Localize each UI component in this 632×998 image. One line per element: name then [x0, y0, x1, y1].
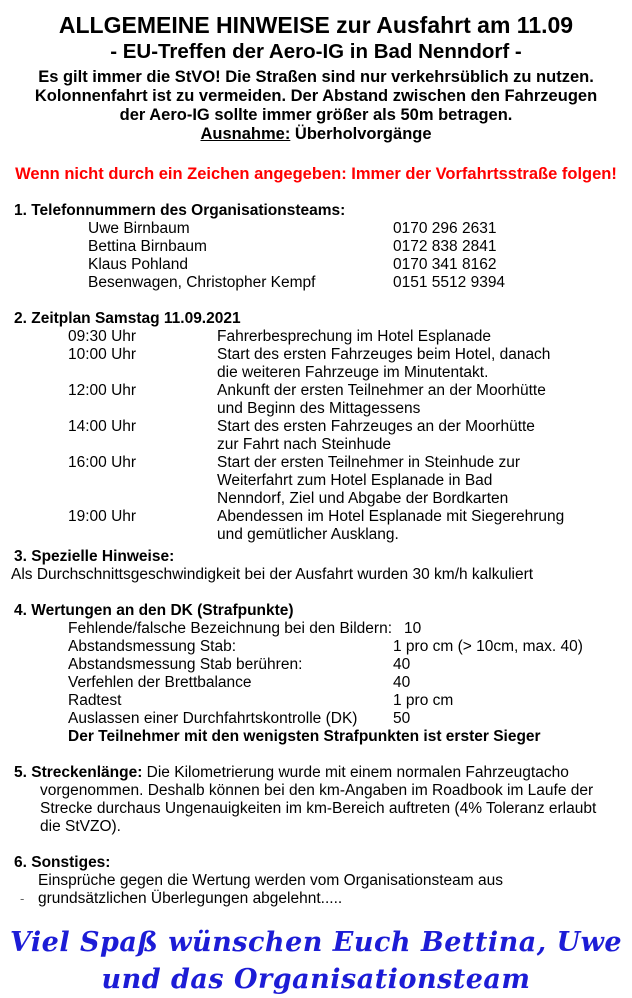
contact-phone: 0170 341 8162	[393, 256, 497, 273]
section-heading-sonstiges: 6. Sonstiges:	[14, 854, 111, 871]
sonstiges-body: Einsprüche gegen die Wertung werden vom Organisationsteam aus grundsätzlichen Überlegungen abgelehnt.....	[38, 872, 503, 907]
phone-row	[88, 220, 632, 238]
schedule-time: 10:00 Uhr	[68, 346, 137, 363]
section-heading-telefonnummern: 1. Telefonnummern des Organisationsteams:	[14, 202, 346, 219]
exception-text: Überholvorgänge	[294, 125, 432, 143]
contact-name: Klaus Pohland	[88, 256, 188, 273]
schedule-row	[68, 346, 632, 382]
contact-name: Uwe Birnbaum	[88, 220, 190, 237]
signature-text: Viel Spaß wünschen Euch Bettina, Uwe und das Organisationsteam	[9, 927, 623, 995]
penalty-row	[68, 710, 632, 728]
phone-row	[88, 238, 632, 256]
schedule-activity: Ankunft der ersten Teilnehmer an der Moorhütte und Beginn des Mittagessens	[217, 382, 546, 417]
schedule-row	[68, 328, 632, 346]
penalty-value: 1 pro cm (> 10cm, max. 40)	[393, 638, 583, 655]
section-wertungen	[0, 602, 632, 746]
penalty-label: Auslassen einer Durchfahrtskontrolle (DK)	[68, 710, 358, 727]
streckenlaenge-heading: 5. Streckenlänge:	[14, 764, 143, 781]
penalty-row	[68, 692, 632, 710]
schedule-activity: Start der ersten Teilnehmer in Steinhude zur Weiterfahrt zum Hotel Esplanade in Bad Nenndorf, Ziel und Abgabe der Bordkarten	[217, 454, 520, 507]
section-heading-zeitplan: 2. Zeitplan Samstag 11.09.2021	[14, 310, 241, 327]
document-subtitle: - EU-Treffen der Aero-IG in Bad Nenndorf -	[110, 40, 522, 63]
phone-row	[88, 274, 632, 292]
penalty-value: 10	[404, 620, 422, 637]
penalty-value: 40	[393, 656, 411, 673]
section-zeitplan	[0, 310, 632, 544]
schedule-activity: Abendessen im Hotel Esplanade mit Siegerehrung und gemütlicher Ausklang.	[217, 508, 565, 543]
stray-dash-mark: -	[20, 891, 25, 906]
intro-line: der Aero-IG sollte immer größer als 50m betragen.	[119, 106, 513, 124]
document-title: ALLGEMEINE HINWEISE zur Ausfahrt am 11.09	[58, 12, 574, 38]
section-streckenlaenge	[0, 764, 632, 836]
contact-name: Bettina Birnbaum	[88, 238, 207, 255]
schedule-row	[68, 508, 632, 544]
penalty-label: Verfehlen der Brettbalance	[68, 674, 252, 691]
penalty-row	[68, 656, 632, 674]
streckenlaenge-body: Die Kilometrierung wurde mit einem normalen Fahrzeugtacho vorgenommen. Deshalb können bei den km-Angaben im Roadbook im Laufe der Strecke durchaus Ungenauigkeiten im km-Bereich auftreten (4% Toleranz erlaubt die StVZO).	[40, 764, 597, 835]
penalty-row	[68, 638, 632, 656]
penalty-row	[68, 674, 632, 692]
exception-label: Ausnahme:	[200, 125, 291, 143]
penalty-label: Radtest	[68, 692, 122, 709]
penalty-value: 50	[393, 710, 411, 727]
penalty-label: Fehlende/falsche Bezeichnung bei den Bildern:	[68, 620, 393, 637]
section-sonstiges	[0, 854, 632, 908]
contact-name: Besenwagen, Christopher Kempf	[88, 274, 316, 291]
contact-phone: 0170 296 2631	[393, 220, 497, 237]
winner-note: Der Teilnehmer mit den wenigsten Strafpunkten ist erster Sieger	[68, 728, 541, 745]
phone-row	[88, 256, 632, 274]
intro-line: Es gilt immer die StVO! Die Straßen sind nur verkehrsüblich zu nutzen.	[38, 68, 594, 86]
contact-phone: 0172 838 2841	[393, 238, 497, 255]
schedule-row	[68, 382, 632, 418]
schedule-activity: Fahrerbesprechung im Hotel Esplanade	[217, 328, 491, 345]
penalty-label: Abstandsmessung Stab berühren:	[68, 656, 303, 673]
penalty-label: Abstandsmessung Stab:	[68, 638, 237, 655]
spezielle-hinweise-body: Als Durchschnittsgeschwindigkeit bei der Ausfahrt wurden 30 km/h kalkuliert	[11, 566, 534, 583]
schedule-activity: Start des ersten Fahrzeuges an der Moorhütte zur Fahrt nach Steinhude	[217, 418, 535, 453]
exception-line	[0, 125, 632, 144]
intro-paragraph	[0, 68, 632, 144]
schedule-row	[68, 418, 632, 454]
schedule-time: 19:00 Uhr	[68, 508, 137, 525]
warning-text: Wenn nicht durch ein Zeichen angegeben: Immer der Vorfahrtsstraße folgen!	[15, 165, 617, 183]
section-telefonnummern	[0, 202, 632, 292]
intro-line: Kolonnenfahrt ist zu vermeiden. Der Abstand zwischen den Fahrzeugen	[34, 87, 598, 105]
section-spezielle-hinweise	[0, 548, 632, 584]
contact-phone: 0151 5512 9394	[393, 274, 506, 291]
section-heading-spezielle-hinweise: 3. Spezielle Hinweise:	[14, 548, 175, 565]
schedule-row	[68, 454, 632, 508]
schedule-activity: Start des ersten Fahrzeuges beim Hotel, danach die weiteren Fahrzeuge im Minutentakt.	[217, 346, 551, 381]
schedule-time: 16:00 Uhr	[68, 454, 137, 471]
penalty-value: 40	[393, 674, 411, 691]
schedule-time: 09:30 Uhr	[68, 328, 137, 345]
schedule-time: 12:00 Uhr	[68, 382, 137, 399]
streckenlaenge-paragraph	[14, 764, 620, 836]
section-heading-wertungen: 4. Wertungen an den DK (Strafpunkte)	[14, 602, 294, 619]
penalty-value: 1 pro cm	[393, 692, 454, 709]
penalty-row	[68, 620, 632, 638]
schedule-time: 14:00 Uhr	[68, 418, 137, 435]
